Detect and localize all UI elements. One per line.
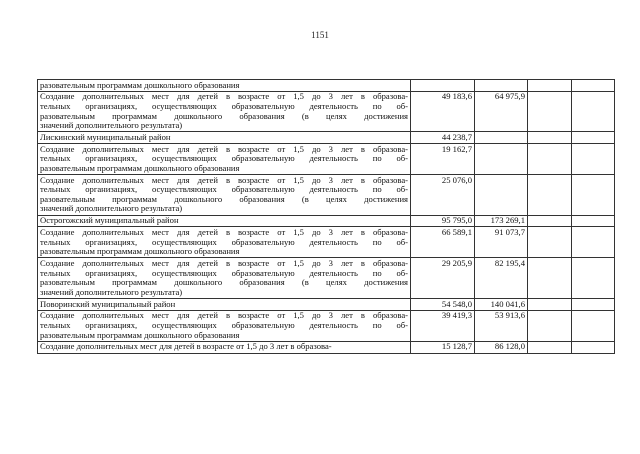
amount-cell-4: [572, 175, 615, 216]
row-description-line: значений дополнительного результата): [40, 204, 183, 214]
table-row: [38, 215, 615, 227]
amount-cell-3: [528, 80, 572, 92]
table-body: [38, 80, 615, 354]
amount-cell-4: [572, 80, 615, 92]
amount-cell-3: [528, 227, 572, 258]
amount-cell-3: [528, 298, 572, 310]
amount-cell-1: 29 205,9: [411, 258, 475, 299]
amount-cell-2: [475, 132, 528, 144]
table-row: [38, 175, 615, 216]
row-description-line: разовательным программам дошкольного образования: [40, 80, 240, 90]
row-description-line: тельных организациях, осуществляющих образовательную деятельность по об-: [40, 101, 408, 111]
amount-cell-1: [411, 80, 475, 92]
amount-cell-3: [528, 310, 572, 341]
row-description-line: Создание дополнительных мест для детей в возрасте от 1,5 до 3 лет в образова-: [40, 259, 408, 268]
row-description-line: Создание дополнительных мест для детей в возрасте от 1,5 до 3 лет в образова-: [40, 342, 332, 352]
amount-cell-3: [528, 258, 572, 299]
amount-cell-1: 44 238,7: [411, 132, 475, 144]
row-description-line: разовательным программам дошкольного образования (в целях достижения: [40, 111, 408, 121]
table-row: [38, 298, 615, 310]
row-description-line: значений дополнительного результата): [40, 121, 183, 131]
row-description-cell: [38, 310, 411, 341]
amount-cell-2: [475, 175, 528, 216]
amount-cell-4: [572, 144, 615, 175]
row-description-line: разовательным программам дошкольного образования: [40, 163, 240, 173]
row-description-line: значений дополнительного результата): [40, 287, 183, 297]
amount-cell-1: 39 419,3: [411, 310, 475, 341]
amount-cell-2: [475, 144, 528, 175]
row-description-cell: [38, 91, 411, 132]
amount-cell-2: 173 269,1: [475, 215, 528, 227]
amount-cell-1: 54 548,0: [411, 298, 475, 310]
amount-cell-1: 95 795,0: [411, 215, 475, 227]
row-description-cell: [38, 298, 411, 310]
table-row: [38, 144, 615, 175]
row-description-line: Острогожский муниципальный район: [40, 216, 179, 226]
table-row: [38, 80, 615, 92]
amount-cell-4: [572, 91, 615, 132]
table-row: [38, 91, 615, 132]
row-description-line: Лискинский муниципальный район: [40, 132, 171, 142]
budget-table: [37, 79, 615, 354]
row-description-line: Создание дополнительных мест для детей в возрасте от 1,5 до 3 лет в образова-: [40, 228, 408, 238]
amount-cell-3: [528, 175, 572, 216]
amount-cell-4: [572, 215, 615, 227]
row-description-line: Создание дополнительных мест для детей в возрасте от 1,5 до 3 лет в образова-: [40, 92, 408, 102]
row-description-line: разовательным программам дошкольного образования (в целях достижения: [40, 194, 408, 204]
table-row: [38, 258, 615, 299]
row-description-cell: [38, 258, 411, 299]
row-description-line: Создание дополнительных мест для детей в возрасте от 1,5 до 3 лет в образова-: [40, 144, 408, 154]
amount-cell-2: [475, 80, 528, 92]
row-description-cell: [38, 80, 411, 92]
amount-cell-1: 15 128,7: [411, 341, 475, 353]
amount-cell-3: [528, 341, 572, 353]
row-description-line: Создание дополнительных мест для детей в возрасте от 1,5 до 3 лет в образова-: [40, 311, 408, 321]
amount-cell-4: [572, 310, 615, 341]
budget-table-container: [37, 79, 614, 413]
row-description-line: разовательным программам дошкольного образования: [40, 247, 240, 257]
row-description-cell: [38, 227, 411, 258]
amount-cell-1: 25 076,0: [411, 175, 475, 216]
table-row: [38, 132, 615, 144]
row-description-cell: [38, 215, 411, 227]
row-description-line: разовательным программам дошкольного образования (в целях достижения: [40, 278, 408, 288]
amount-cell-2: 82 195,4: [475, 258, 528, 299]
amount-cell-4: [572, 132, 615, 144]
amount-cell-4: [572, 258, 615, 299]
amount-cell-4: [572, 227, 615, 258]
row-description-line: разовательным программам дошкольного образования: [40, 330, 240, 340]
amount-cell-2: 140 041,6: [475, 298, 528, 310]
amount-cell-4: [572, 341, 615, 353]
amount-cell-2: 91 073,7: [475, 227, 528, 258]
row-description-line: Поворинский муниципальный район: [40, 299, 176, 309]
amount-cell-1: 66 589,1: [411, 227, 475, 258]
amount-cell-2: 86 128,0: [475, 341, 528, 353]
row-description-cell: [38, 132, 411, 144]
amount-cell-1: 49 183,6: [411, 91, 475, 132]
row-description-line: тельных организациях, осуществляющих образовательную деятельность по об-: [40, 320, 408, 330]
amount-cell-2: 64 975,9: [475, 91, 528, 132]
row-description-line: тельных организациях, осуществляющих образовательную деятельность по об-: [40, 185, 408, 195]
row-description-line: Создание дополнительных мест для детей в возрасте от 1,5 до 3 лет в образова-: [40, 175, 408, 185]
row-description-cell: [38, 175, 411, 216]
table-row: [38, 310, 615, 341]
amount-cell-3: [528, 91, 572, 132]
row-description-cell: [38, 341, 411, 353]
amount-cell-1: 19 162,7: [411, 144, 475, 175]
amount-cell-4: [572, 298, 615, 310]
page-number: 1151: [311, 30, 329, 40]
amount-cell-2: 53 913,6: [475, 310, 528, 341]
row-description-line: тельных организациях, осуществляющих образовательную деятельность по об-: [40, 237, 408, 247]
row-description-line: тельных организациях, осуществляющих образовательную деятельность по об-: [40, 154, 408, 164]
table-row: [38, 227, 615, 258]
row-description-cell: [38, 144, 411, 175]
table-row: [38, 341, 615, 353]
row-description-line: тельных организациях, осуществляющих образовательную деятельность по об-: [40, 268, 408, 278]
amount-cell-3: [528, 144, 572, 175]
amount-cell-3: [528, 132, 572, 144]
amount-cell-3: [528, 215, 572, 227]
